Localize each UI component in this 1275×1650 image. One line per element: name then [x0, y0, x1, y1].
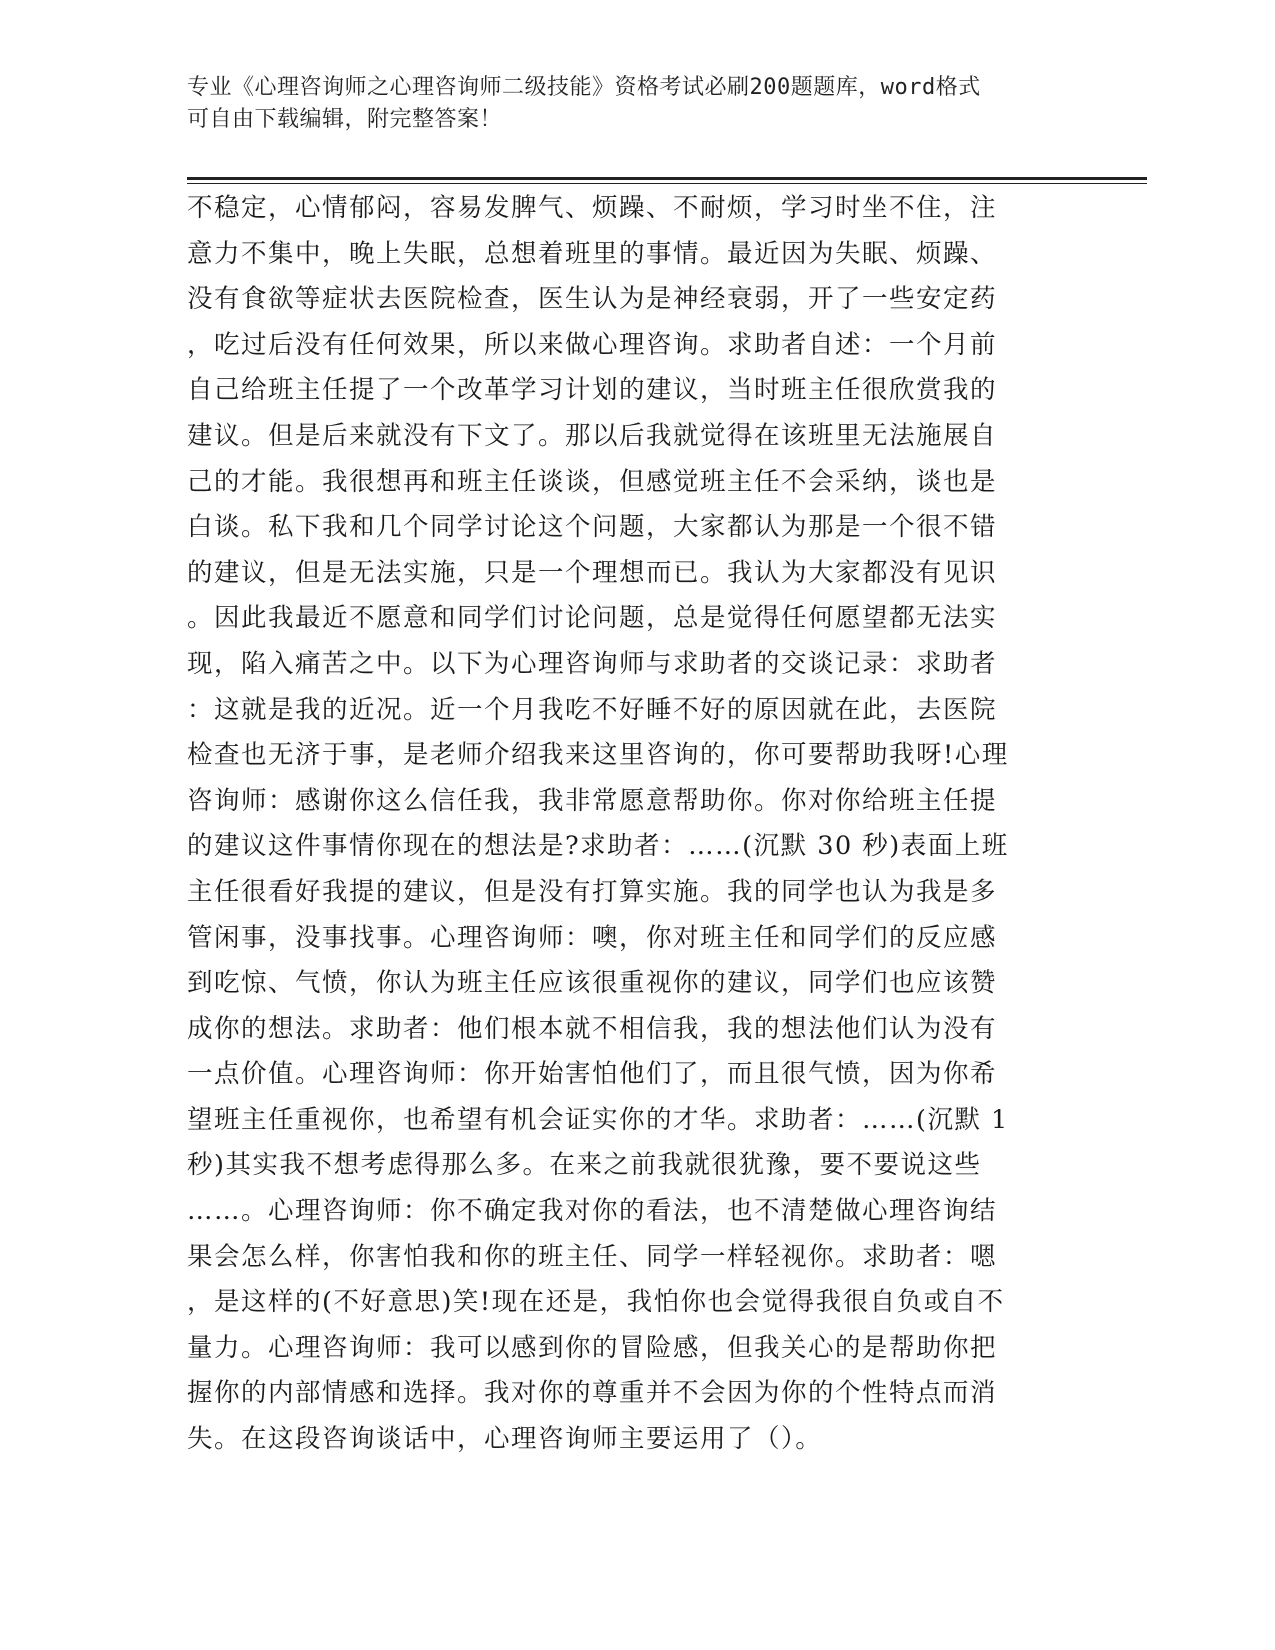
text-line: 自己给班主任提了一个改革学习计划的建议，当时班主任很欣赏我的: [187, 375, 998, 406]
text-line: ……。心理咨询师：你不确定我对你的看法，也不清楚做心理咨询结: [187, 1196, 998, 1227]
text-line: 秒)其实我不想考虑得那么多。在来之前我就很犹豫，要不要说这些: [187, 1150, 982, 1181]
text-line: 一点价值。心理咨询师：你开始害怕他们了，而且很气愤，因为你希: [187, 1059, 998, 1090]
text-line: ：这就是我的近况。近一个月我吃不好睡不好的原因就在此，去医院: [187, 694, 998, 725]
text-line: 咨询师：感谢你这么信任我，我非常愿意帮助你。你对你给班主任提: [187, 785, 998, 816]
text-line: 不稳定，心情郁闷，容易发脾气、烦躁、不耐烦，学习时坐不住，注: [187, 193, 998, 223]
question-text: [187, 186, 1067, 1463]
text-line: 管闲事，没事找事。心理咨询师：噢，你对班主任和同学们的反应感: [187, 922, 998, 953]
text-line: 意力不集中，晚上失眠，总想着班里的事情。最近因为失眠、烦躁、: [187, 238, 998, 269]
header-rule-thin: [187, 183, 1147, 184]
page-header: [187, 72, 1087, 136]
text-line: 没有食欲等症状去医院检查，医生认为是神经衰弱，开了一些安定药: [187, 284, 998, 315]
header-line-2: 可自由下载编辑，附完整答案！: [187, 107, 503, 132]
header-line-1: 专业《心理咨询师之心理咨询师二级技能》资格考试必刷200题题库，word格式: [187, 75, 981, 100]
text-line: 握你的内部情感和选择。我对你的尊重并不会因为你的个性特点而消: [187, 1378, 998, 1409]
text-line: 到吃惊、气愤，你认为班主任应该很重视你的建议，同学们也应该赞: [187, 968, 998, 999]
text-line: 检查也无济于事，是老师介绍我来这里咨询的，你可要帮助我呀!心理: [187, 740, 1009, 771]
text-line: 的建议，但是无法实施，只是一个理想而已。我认为大家都没有见识: [187, 557, 998, 588]
text-line: 成你的想法。求助者：他们根本就不相信我，我的想法他们认为没有: [187, 1013, 998, 1044]
text-line: 失。在这段咨询谈话中，心理咨询师主要运用了（）。: [187, 1424, 823, 1455]
text-line: 。因此我最近不愿意和同学们讨论问题，总是觉得任何愿望都无法实: [187, 603, 998, 634]
text-line: 建议。但是后来就没有下文了。那以后我就觉得在该班里无法施展自: [187, 420, 998, 451]
text-line: 现，陷入痛苦之中。以下为心理咨询师与求助者的交谈记录：求助者: [187, 648, 998, 679]
text-line: 果会怎么样，你害怕我和你的班主任、同学一样轻视你。求助者：嗯: [187, 1241, 998, 1272]
text-line: 己的才能。我很想再和班主任谈谈，但感觉班主任不会采纳，谈也是: [187, 466, 998, 497]
text-line: 量力。心理咨询师：我可以感到你的冒险感，但我关心的是帮助你把: [187, 1332, 998, 1363]
text-line: 望班主任重视你，也希望有机会证实你的才华。求助者：……(沉默 1: [187, 1104, 1009, 1135]
text-line: 白谈。私下我和几个同学讨论这个问题，大家都认为那是一个很不错: [187, 512, 998, 543]
text-line: ，是这样的(不好意思)笑!现在还是，我怕你也会觉得我很自负或自不: [187, 1287, 1005, 1318]
header-rule-thick: [187, 177, 1147, 180]
text-line: 的建议这件事情你现在的想法是?求助者：……(沉默 30 秒)表面上班: [187, 831, 1009, 862]
text-line: 主任很看好我提的建议，但是没有打算实施。我的同学也认为我是多: [187, 876, 998, 907]
text-line: ，吃过后没有任何效果，所以来做心理咨询。求助者自述：一个月前: [187, 329, 998, 360]
